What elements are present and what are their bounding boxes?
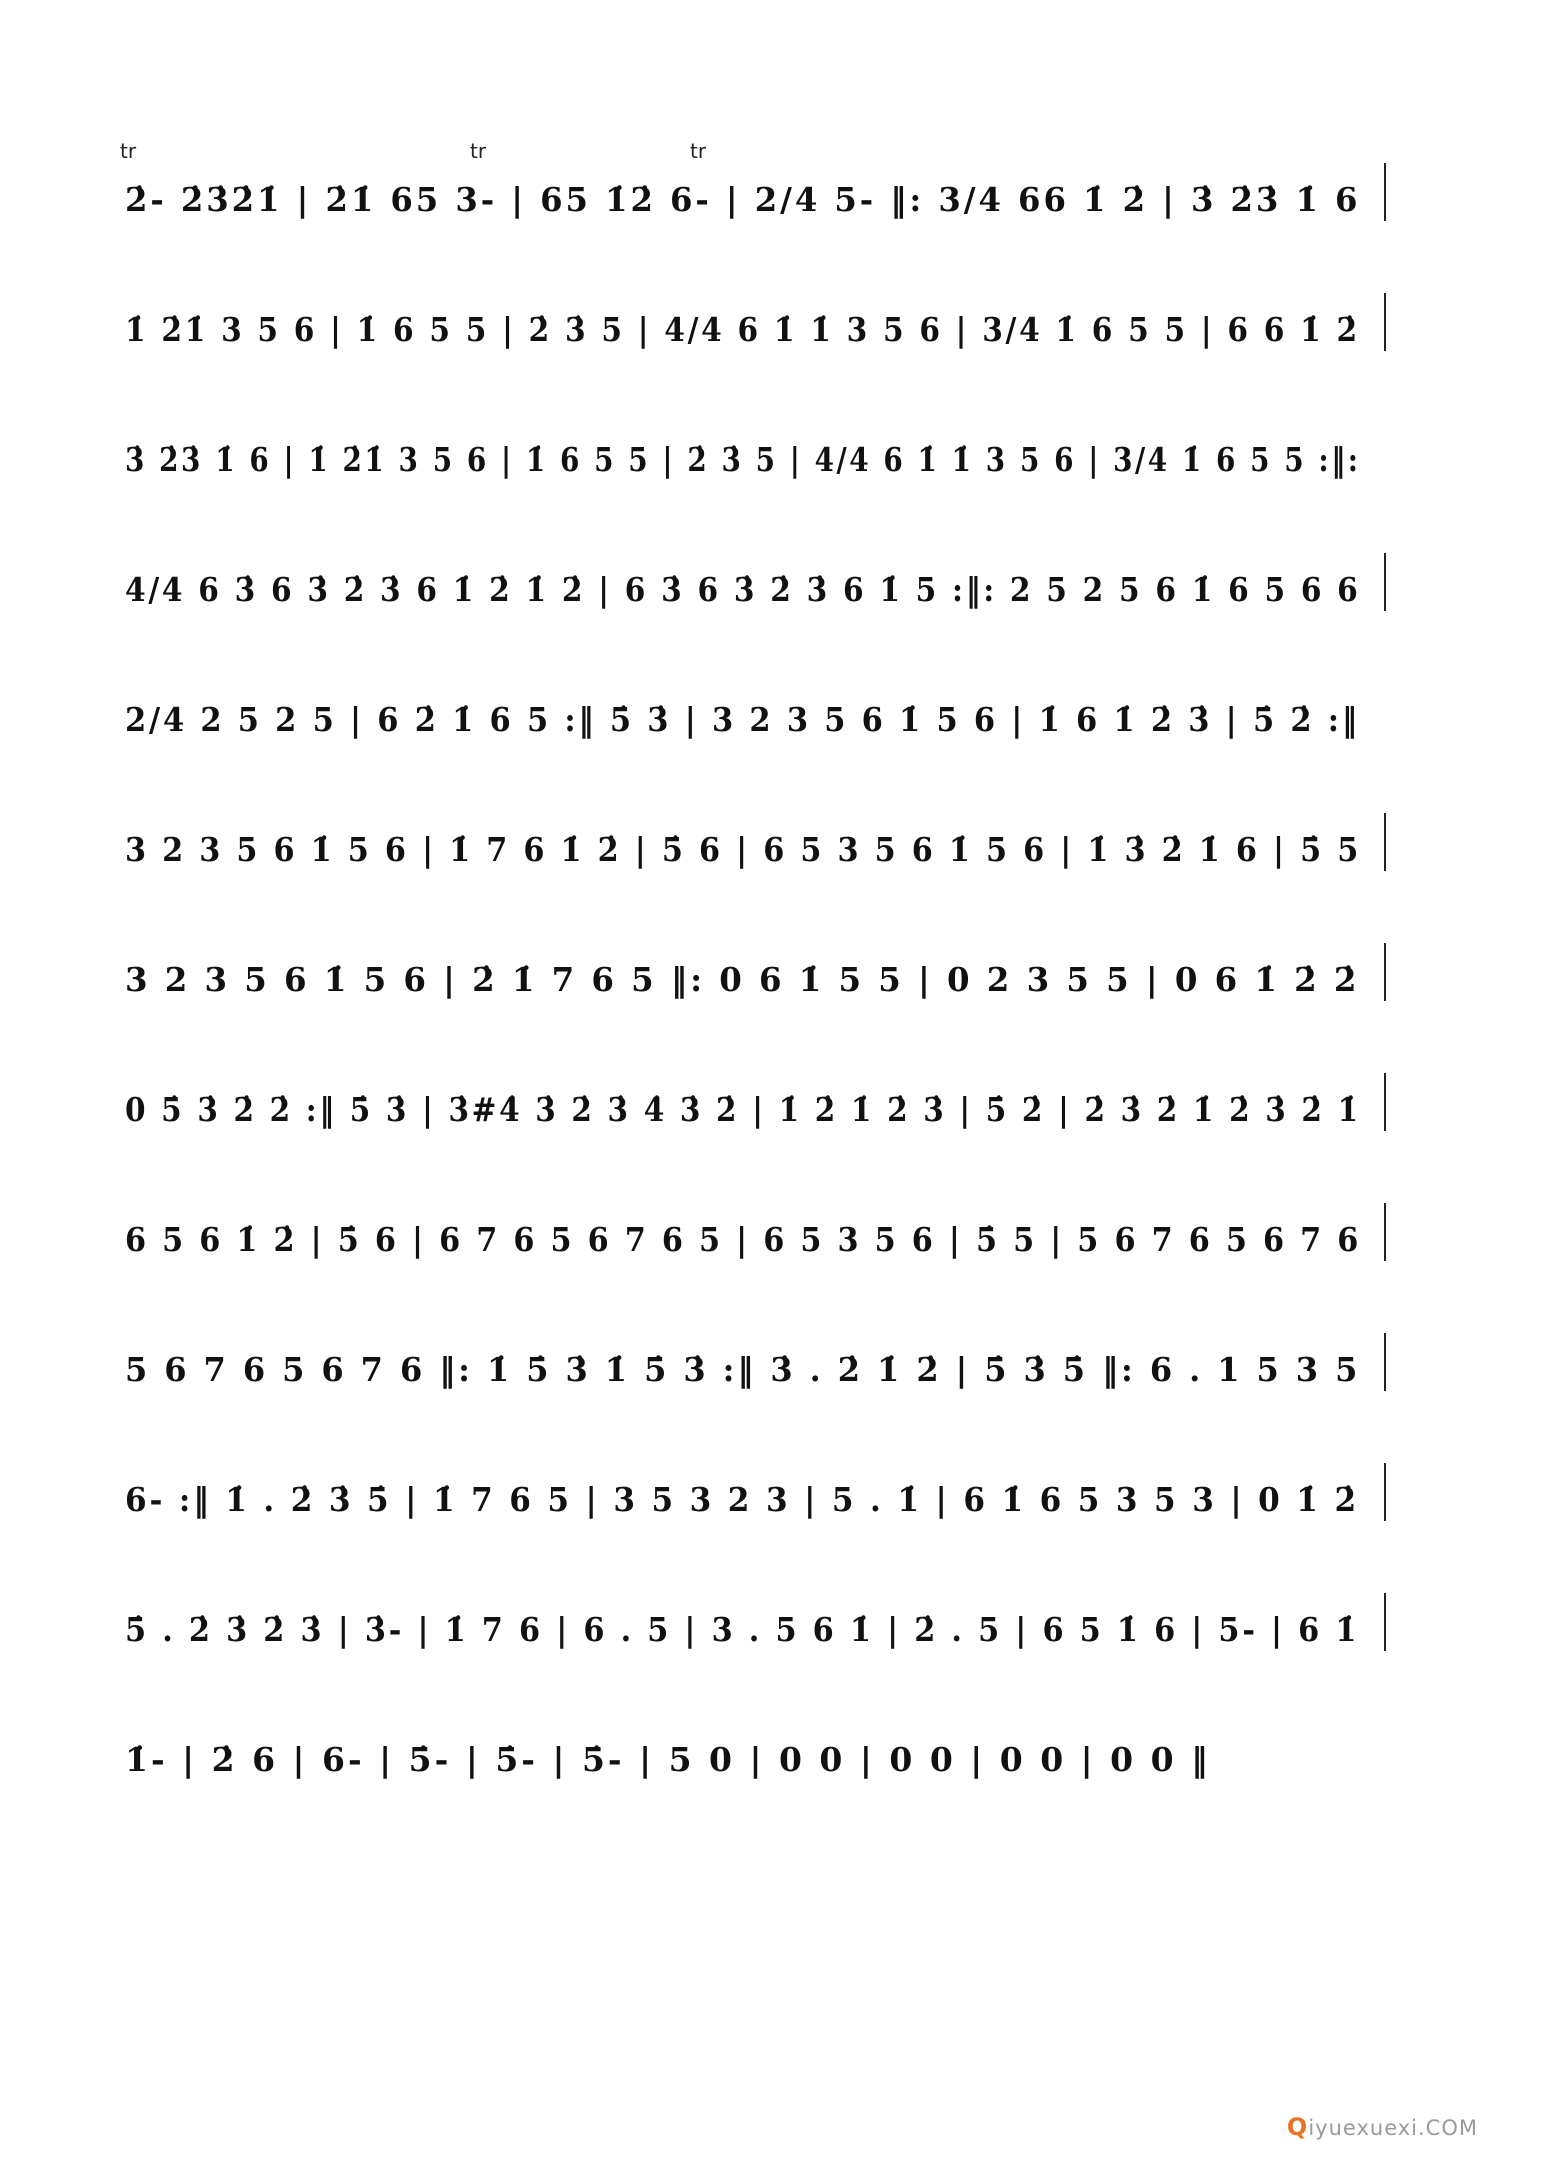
score-line <box>0 1695 1560 1805</box>
score-line-text: 4/4 6 3̇ 6 3̇ 2̇ 3̇ 6 1̇ 2̇ 1̇ 2̇ | 6 3̇ 6 3̇ 2̇ 3̇ 6 1̇ 5 :‖: 2 5 2 5 6 1̇ 6 5 6 6 <box>125 570 1361 609</box>
trill-mark: tr <box>690 139 707 163</box>
bar-line <box>1384 1073 1386 1131</box>
watermark-logo-letter: Q <box>1286 2113 1309 2141</box>
score-line-text: 6- :‖ 1̇ . 2̇ 3̇ 5̇ | 1̇ 7 6 5 | 3 5 3 2 3 | 5 . 1̇ | 6 1̇ 6 5 3 5 3 | 0 1̇ 2̇ <box>125 1480 1359 1519</box>
bar-line <box>1384 1593 1386 1651</box>
score-line-text: 3 2 3 5 6 1̇ 5 6 | 1̇ 7 6 1̇ 2̇ | 5̇ 6 | 6 5 3 5 6 1̇ 5 6 | 1̇ 3̇ 2̇ 1̇ 6 | 5̇ 5 <box>125 830 1362 869</box>
score-line <box>0 1045 1560 1155</box>
bar-line <box>1384 1463 1386 1521</box>
bar-line <box>1384 943 1386 1001</box>
bar-line <box>1384 553 1386 611</box>
score-line-text: 3̇ 2̇3̇ 1̇ 6 | 1̇ 2̇1̇ 3 5 6 | 1̇ 6 5 5 | 2̇ 3̇ 5 | 4/4 6 1̇ 1̇ 3 5 6 | 3/4 1̇ 6 5 5 :‖: <box>125 440 1361 479</box>
watermark-text: iyuexuexi.COM <box>1308 2116 1478 2140</box>
score-line <box>0 915 1560 1025</box>
score-line <box>0 1305 1560 1415</box>
score-line-text: 3 2 3 5 6 1̇ 5 6 | 2̇ 1̇ 7 6 5 ‖: 0 6 1̇ 5 5 | 0 2 3 5 5 | 0 6 1̇ 2̇ 2̇ <box>125 960 1360 999</box>
score-line <box>0 1435 1560 1545</box>
score-line <box>0 655 1560 765</box>
score-line <box>0 265 1560 375</box>
score-line-text: 0 5̇ 3̇ 2̇ 2̇ :‖ 5̇ 3̇ | 3̇#4̇ 3̇ 2̇ 3̇ 4̇ 3̇ 2̇ | 1̇ 2̇ 1̇ 2̇ 3̇ | 5̇ 2̇ | 2̇ 3̇ 2̇ 1̇ 2̇ 3̇ 2̇ 1̇ <box>125 1090 1361 1129</box>
bar-line <box>1384 1203 1386 1261</box>
score-line <box>0 135 1560 245</box>
score-line-text: 6 5 6 1̇ 2̇ | 5̇ 6 | 6 7 6 5 6 7 6 5 | 6 5 3 5 6 | 5̇ 5 | 5 6 7 6 5 6 7 6 <box>125 1220 1362 1259</box>
score-line-text: 2/4 2 5 2 5 | 6 2̇ 1̇ 6 5 :‖ 5̇ 3̇ | 3 2 3 5 6 1̇ 5 6 | 1̇ 6 1̇ 2̇ 3̇ | 5̇ 2̇ :‖ <box>125 700 1360 739</box>
score-line <box>0 1175 1560 1285</box>
score-line-text: 1̇ 2̇1̇ 3 5 6 | 1̇ 6 5 5 | 2̇ 3̇ 5 | 4/4 6 1̇ 1̇ 3 5 6 | 3/4 1̇ 6 5 5 | 6 6 1̇ 2̇ <box>125 310 1360 349</box>
score-line <box>0 1565 1560 1675</box>
score-line-text: 2̇- 2̇3̇2̇1̇ | 2̇1̇ 65 3- | 65 1̇2̇ 6- | 2/4 5- ‖: 3/4 66 1̇ 2̇ | 3̇ 2̇3̇ 1̇ 6 <box>125 180 1361 219</box>
score-line-text: 1̇- | 2̇ 6 | 6- | 5̇- | 5̇- | 5̇- | 5 0 | 0 0 | 0 0 | 0 0 | 0 0 ‖ <box>125 1740 1211 1779</box>
score-line <box>0 525 1560 635</box>
bar-line <box>1384 813 1386 871</box>
bar-line <box>1384 1333 1386 1391</box>
score-line <box>0 395 1560 505</box>
bar-line <box>1384 163 1386 221</box>
trill-mark: tr <box>120 139 137 163</box>
score-line-text: 5̇ . 2̇ 3̇ 2̇ 3̇ | 3̇- | 1̇ 7 6 | 6 . 5 | 3 . 5 6 1̇ | 2̇ . 5 | 6 5 1̇ 6 | 5- | 6 1̇ <box>125 1610 1360 1649</box>
trill-mark: tr <box>470 139 487 163</box>
score-line <box>0 785 1560 895</box>
watermark <box>1287 2113 1478 2141</box>
score-line-text: 5 6 7 6 5 6 7 6 ‖: 1̇ 5̇ 3̇ 1̇ 5̇ 3̇ :‖ 3̇ . 2̇ 1̇ 2̇ | 5̇ 3̇ 5̇ ‖: 6 . 1 5 3 5 <box>125 1350 1361 1389</box>
bar-line <box>1384 293 1386 351</box>
